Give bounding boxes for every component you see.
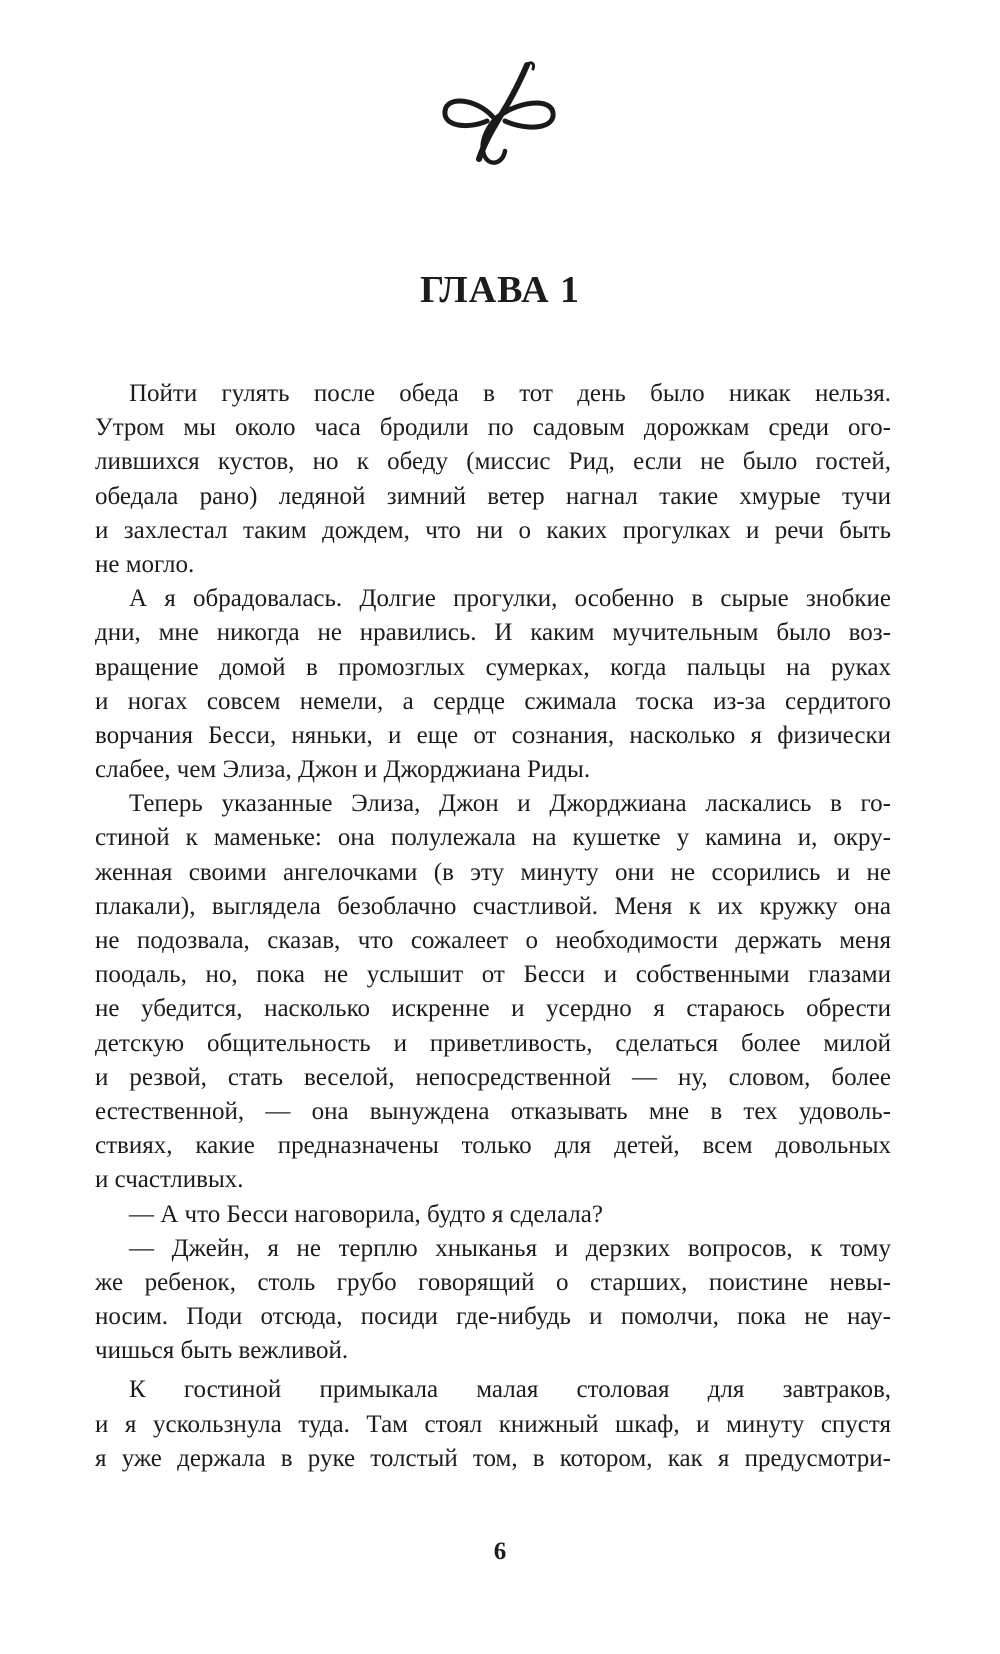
text-line: лившихся кустов, но к обеду (миссис Рид, если не было гостей, [95, 448, 891, 476]
text-line: ствиях, какие предназначены только для детей, всем довольных [95, 1132, 891, 1160]
text-line: вращение домой в промозглых сумерках, когда пальцы на руках [95, 653, 891, 681]
text-line: не убедится, насколько искренне и усердно я стараюсь обрести [95, 995, 891, 1023]
text-line: дни, мне никогда не нравились. И каким мучительным было воз- [95, 619, 891, 647]
text-line: детскую общительность и приветливость, сделаться более милой [95, 1029, 891, 1057]
text-line: естественной, — она вынуждена отказывать мне в тех удоволь- [95, 1097, 891, 1125]
text-line: Пойти гулять после обеда в тот день было никак нельзя. [129, 380, 891, 407]
text-line: чишься быть вежливой. [95, 1337, 349, 1365]
text-line: плакали), выглядела безоблачно счастливой. Меня к их кружку она [95, 892, 891, 920]
text-line: Утром мы около часа бродили по садовым дорожкам среди ого- [95, 414, 891, 442]
text-line: — А что Бесси наговорила, будто я сделала? [129, 1200, 603, 1228]
text-line: слабее, чем Элиза, Джон и Джорджиана Риды. [95, 756, 591, 784]
text-line: носим. Поди отсюда, посиди где-нибудь и помолчи, пока не нау- [95, 1303, 891, 1331]
flourish-ornament-icon [435, 55, 565, 175]
text-line: и я ускользнула туда. Там стоял книжный шкаф, и минуту спустя [95, 1410, 891, 1438]
text-line: обедала рано) ледяной зимний ветер нагнал такие хмурые тучи [95, 482, 891, 510]
text-line: не подозвала, сказав, что сожалеет о необходимости держать меня [95, 927, 891, 954]
text-line: — Джейн, я не терплю хныканья и дерзких вопросов, к тому [129, 1234, 891, 1262]
text-line: поодаль, но, пока не услышит от Бесси и собственными глазами [95, 961, 891, 989]
text-line: ворчания Бесси, няньки, и еще от сознания, насколько я физически [95, 721, 891, 749]
text-line: и ногах совсем немели, а сердце сжимала тоска из-за сердитого [95, 687, 891, 715]
text-line: не могло. [95, 550, 195, 578]
text-line: и резвой, стать веселой, непосредственной — ну, словом, более [95, 1063, 891, 1091]
text-line: К гостиной примыкала малая столовая для завтраков, [129, 1376, 891, 1404]
text-line: я уже держала в руке толстый том, в котором, как я предусмотри- [95, 1444, 891, 1472]
page-number: 6 [493, 1538, 507, 1565]
text-line: А я обрадовалась. Долгие прогулки, особенно в сырые знобкие [129, 585, 891, 613]
text-line: и захлестал таким дождем, что ни о каких прогулках и речи быть [95, 516, 891, 544]
text-line: Теперь указанные Элиза, Джон и Джорджиана ласкались в го- [129, 790, 891, 818]
text-line: стиной к маменьке: она полулежала на кушетке у камина и, окру- [95, 824, 891, 852]
chapter-title: ГЛАВА 1 [419, 269, 581, 311]
text-line: и счастливых. [95, 1166, 244, 1194]
text-line: женная своими ангелочками (в эту минуту они не ссорились и не [95, 858, 891, 886]
chapter-body-text [95, 377, 891, 1476]
text-line: же ребенок, столь грубо говорящий о старших, поистине невы- [95, 1268, 891, 1296]
